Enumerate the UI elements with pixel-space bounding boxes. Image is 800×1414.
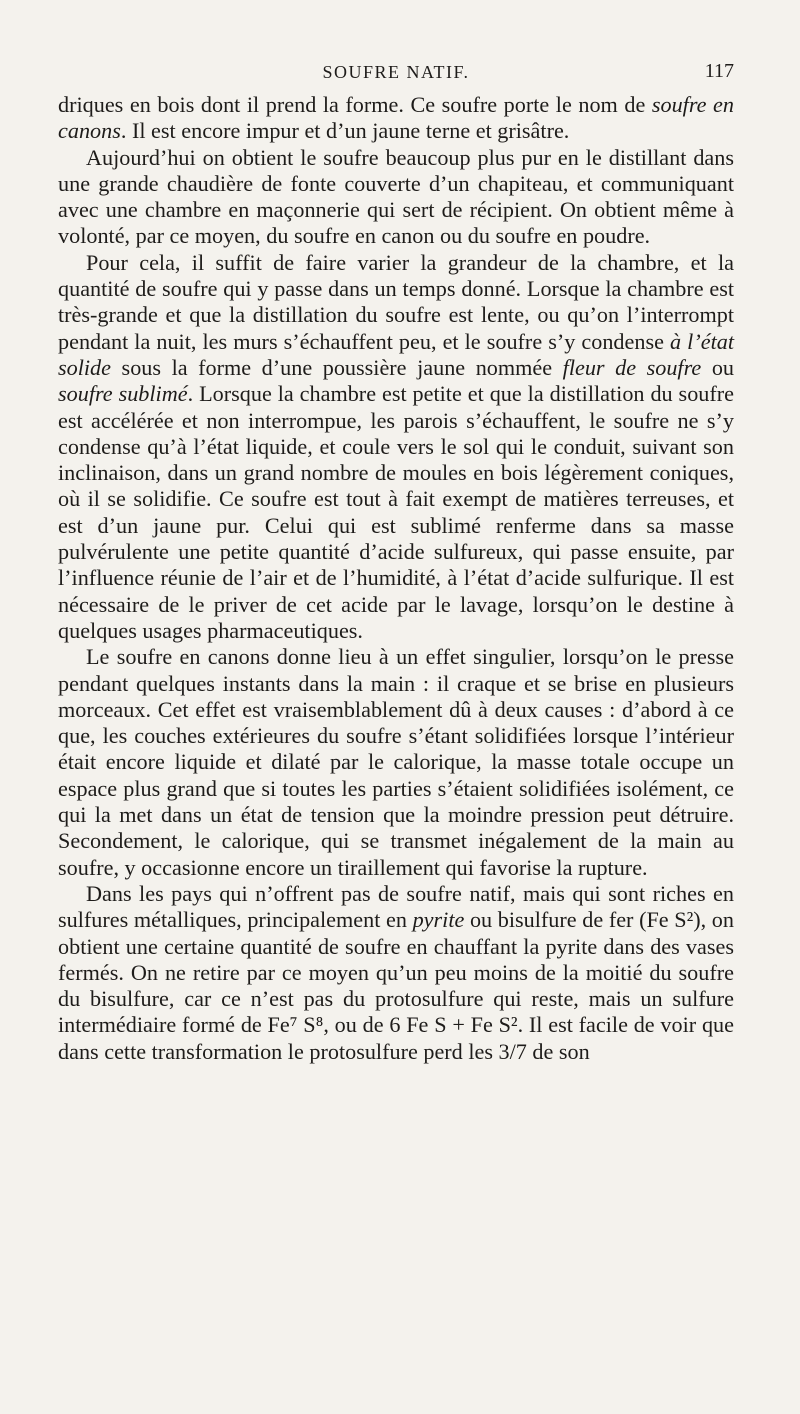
paragraph: [58, 250, 734, 644]
text-run: Dans les pays qui n’offrent pas de soufre natif, mais qui sont riches en sulfures métalliques, principalement en: [58, 880, 734, 933]
italic-term: soufre sublimé: [58, 381, 188, 407]
italic-term: à l’état solide: [58, 328, 734, 380]
paragraph: [58, 881, 734, 1065]
page-header: [58, 58, 734, 92]
paragraph: [58, 92, 734, 145]
page-number: 117: [704, 60, 734, 82]
text-run: Le soufre en canons donne lieu à un effet singulier, lorsqu’on le presse pendant quelques instants dans la main : il craque et se brise en plusieurs morceaux. Cet effet est vraisemblablement dû à deux causes : d’abord à ce que, les couches extérieures du soufre s’étant solidifiées lorsque l’intérieur était encore liquide et dilaté par le calorique, la masse totale occupe un espace plus grand que si toutes les parties s’étaient solidifiées isolément, ce qui la met dans un état de tension que la moindre pression peut détruire. Secondement, le calorique, qui se transmet inégalement de la main au soufre, y occasionne encore un tiraillement qui favorise la rupture.: [58, 644, 734, 880]
text-run: . Lorsque la chambre est petite et que la distillation du soufre est accélérée et non interrompue, les parois s’échauffent, le soufre ne s’y condense qu’à l’état liquide, et coule vers le sol qui le conduit, suivant son inclinaison, dans un grand nombre de moules en bois légèrement coniques, où il se solidifie. Ce soufre est tout à fait exempt de matières terreuses, et est d’un jaune pur. Celui qui est sublimé renferme dans sa masse pulvérulente une petite quantité d’acide sulfureux, qui passe ensuite, par l’influence réunie de l’air et de l’humidité, à l’état d’acide sulfurique. Il est nécessaire de le priver de cet acide par le lavage, lorsqu’on le destine à quelques usages pharmaceutiques.: [58, 381, 735, 643]
text-run: ou: [701, 354, 735, 380]
running-title: SOUFRE NATIF.: [322, 62, 470, 82]
paragraph: [58, 145, 734, 250]
italic-term: soufre en canons: [58, 92, 734, 144]
italic-term: fleur de soufre: [562, 354, 702, 380]
text-run: Pour cela, il suffit de faire varier la grandeur de la chambre, et la quantité de soufre qui y passe dans un temps donné. Lorsque la chambre est très-grande et que la distillation du soufre est lente, ou qu’on l’interrompt pendant la nuit, les murs s’échauffent peu, et le soufre s’y condense: [58, 249, 734, 354]
italic-term: pyrite: [412, 907, 465, 933]
text-run: sous la forme d’une poussière jaune nommée: [111, 354, 563, 380]
text-run: ou bisulfure de fer (Fe S²), on obtient une certaine quantité de soufre en chauffant la pyrite dans des vases fermés. On ne retire par ce moyen qu’un peu moins de la moitié du soufre du bisulfure, car ce n’est pas du protosulfure qui reste, mais un sulfure intermédiaire formé de Fe⁷ S⁸, ou de 6 Fe S + Fe S². Il est facile de voir que dans cette transformation le protosulfure perd les 3/7 de son: [58, 907, 734, 1064]
body-text: [58, 92, 734, 1065]
text-run: . Il est encore impur et d’un jaune terne et grisâtre.: [120, 118, 570, 144]
text-run: driques en bois dont il prend la forme. Ce soufre porte le nom de: [58, 92, 652, 117]
paragraph: [58, 644, 734, 881]
text-run: Aujourd’hui on obtient le soufre beaucoup plus pur en le distillant dans une grande chaudière de fonte couverte d’un chapiteau, et communiquant avec une chambre en maçonnerie qui sert de récipient. On obtient même à volonté, par ce moyen, du soufre en canon ou du soufre en poudre.: [58, 144, 734, 249]
